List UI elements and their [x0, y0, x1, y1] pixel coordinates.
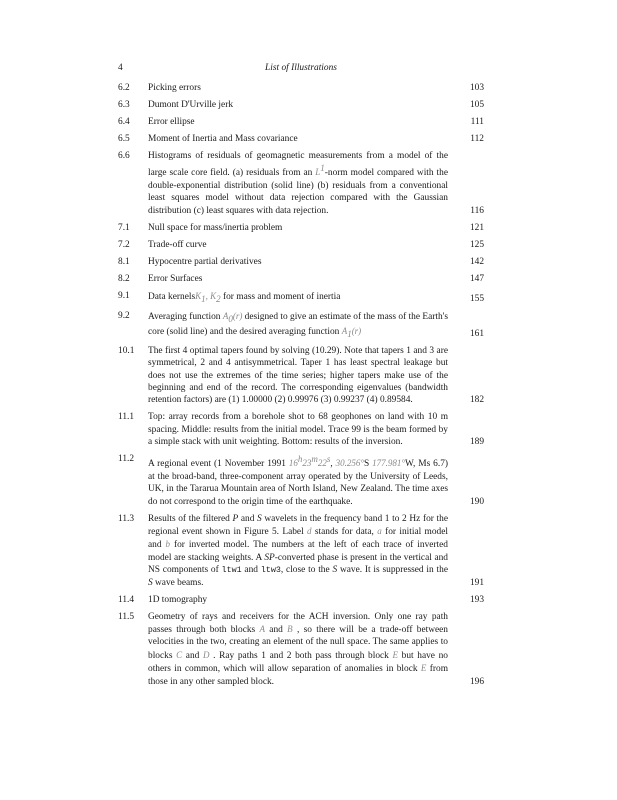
- figure-number: 7.2: [118, 239, 130, 250]
- figure-caption: Results of the filtered P and S wavelets in the frequency band 1 to 2 Hz for the regional event shown in Figure 5. Label d stands for data, a for initial model and b for inverted model. The numbers at the left of each trace of inverted model are stacking weights. A SP-converted phase is present in the vertical and NS components of ltw1 and ltw3, close to the S wave. It is suppressed in the S wave beams.: [148, 513, 448, 588]
- figure-caption: Null space for mass/inertia problem: [148, 222, 283, 233]
- page-ref: 112: [470, 134, 484, 144]
- figure-caption: A regional event (1 November 1991 16$^h$23$^m$22$^s$, 30.256°S 177.981°W, Ms 6.7) at the broad-band, three-component array operated by the University of Leeds, UK, in the Tararua Mountain area of North Island, New Zealand. The time axes do not correspond to the origin time of the earthquake.: [148, 454, 449, 507]
- page-ref: 193: [469, 594, 484, 605]
- page-ref: 190: [469, 496, 484, 507]
- list-item: [118, 513, 484, 589]
- page-ref: 116: [470, 205, 484, 216]
- list-item: [118, 150, 484, 217]
- page-number: 4: [118, 63, 123, 73]
- figure-number: 6.6: [118, 151, 130, 161]
- running-title: List of Illustrations: [265, 63, 337, 73]
- figure-number: 8.1: [118, 256, 130, 267]
- figure-caption: Top: array records from a borehole shot to 68 geophones on land with 10 m spacing. Middle: results from the initial model. Trace 99 is the beam formed by a simple stack with unit weighting. Bottom: results of the inversion.: [148, 412, 448, 448]
- list-item: [118, 273, 484, 285]
- list-item: [118, 99, 484, 111]
- figure-caption: Data kernelsK$_1$, $K_2$ for mass and moment of inertia: [148, 290, 341, 304]
- figure-caption: Dumont D'Urville jerk: [148, 100, 234, 110]
- page-ref: 196: [469, 676, 484, 687]
- page-ref: 189: [469, 437, 484, 448]
- figure-caption: Error ellipse: [148, 117, 195, 127]
- figure-caption: Picking errors: [148, 83, 201, 93]
- figure-number: 6.5: [118, 134, 130, 144]
- figure-caption: Trade-off curve: [148, 239, 207, 250]
- page-ref: 105: [469, 100, 484, 110]
- list-item: [118, 116, 484, 128]
- list-item: [118, 345, 484, 407]
- page-ref: 142: [469, 256, 484, 267]
- figure-caption: The first 4 optimal tapers found by solving (10.29). Note that tapers 1 and 3 are symmetrical, 2 and 4 antisymmetrical. Taper 1 has least spectral leakage but does not use the extremes of the time series; higher tapers make use of the beginning and end of the record. The corresponding eigenvalues (bandwidth retention factors) are (1) 1.00000 (2) 0.99976 (3) 0.99237 (4) 0.89584.: [148, 345, 448, 406]
- list-item: [118, 611, 484, 688]
- page-header: [118, 62, 484, 75]
- figure-number: 8.2: [118, 273, 130, 284]
- figure-caption: 1D tomography: [148, 594, 208, 605]
- page-ref: 103: [469, 83, 484, 93]
- list-item: [118, 453, 484, 508]
- figure-number: 6.3: [118, 100, 130, 110]
- figure-number: 9.1: [118, 290, 130, 301]
- list-item: [118, 222, 484, 234]
- figure-number: 7.1: [118, 222, 130, 233]
- list-item: [118, 310, 484, 341]
- page-ref: 147: [469, 273, 484, 284]
- figure-number: 11.3: [118, 513, 135, 524]
- figure-number: 10.1: [118, 345, 135, 356]
- list-item: [118, 133, 484, 145]
- figure-caption: Geometry of rays and receivers for the ACH inversion. Only one ray path passes through both blocks A and B , so there will be a trade-off between velocities in the two, creating an element of the null space. The same applies to blocks C and D . Ray paths 1 and 2 both pass through block E but have no others in common, which will allow separation of anomalies in block E from those in any other sampled block.: [148, 611, 448, 687]
- figure-caption: Averaging function $A_0(r)$ designed to give an estimate of the mass of the Earth's core (solid line) and the desired averaging function $A_1(r)$: [148, 310, 448, 339]
- illustration-list: [118, 82, 484, 693]
- figure-caption: Error Surfaces: [148, 273, 203, 284]
- page-ref: 191: [469, 577, 484, 588]
- page-ref: 125: [469, 239, 484, 250]
- list-item: [118, 82, 484, 94]
- page-ref: 121: [469, 222, 484, 233]
- page-ref: 161: [469, 328, 484, 339]
- page-ref: 111: [470, 117, 484, 127]
- list-item: [118, 411, 484, 448]
- figure-number: 11.5: [118, 611, 135, 622]
- list-item: [118, 256, 484, 268]
- page-ref: 182: [469, 395, 484, 406]
- figure-caption: Moment of Inertia and Mass covariance: [148, 134, 298, 144]
- figure-number: 9.2: [118, 310, 130, 321]
- figure-number: 6.4: [118, 117, 130, 127]
- figure-caption: Histograms of residuals of geomagnetic measurements from a model of the large scale core field. (a) residuals from an $L^1$-norm model compared with the double-exponential distribution (solid line) (b) residuals from a conventional least squares model without data rejection compared with the Gaussian distribution (c) least squares with data rejection.: [148, 151, 448, 216]
- figure-number: 6.2: [118, 83, 130, 93]
- page-ref: 155: [469, 293, 484, 304]
- list-item: [118, 239, 484, 251]
- figure-number: 11.1: [118, 412, 135, 423]
- figure-number: 11.2: [118, 454, 135, 465]
- figure-caption: Hypocentre partial derivatives: [148, 256, 262, 267]
- list-item: [118, 594, 484, 606]
- figure-number: 11.4: [118, 594, 135, 605]
- list-item: [118, 290, 484, 305]
